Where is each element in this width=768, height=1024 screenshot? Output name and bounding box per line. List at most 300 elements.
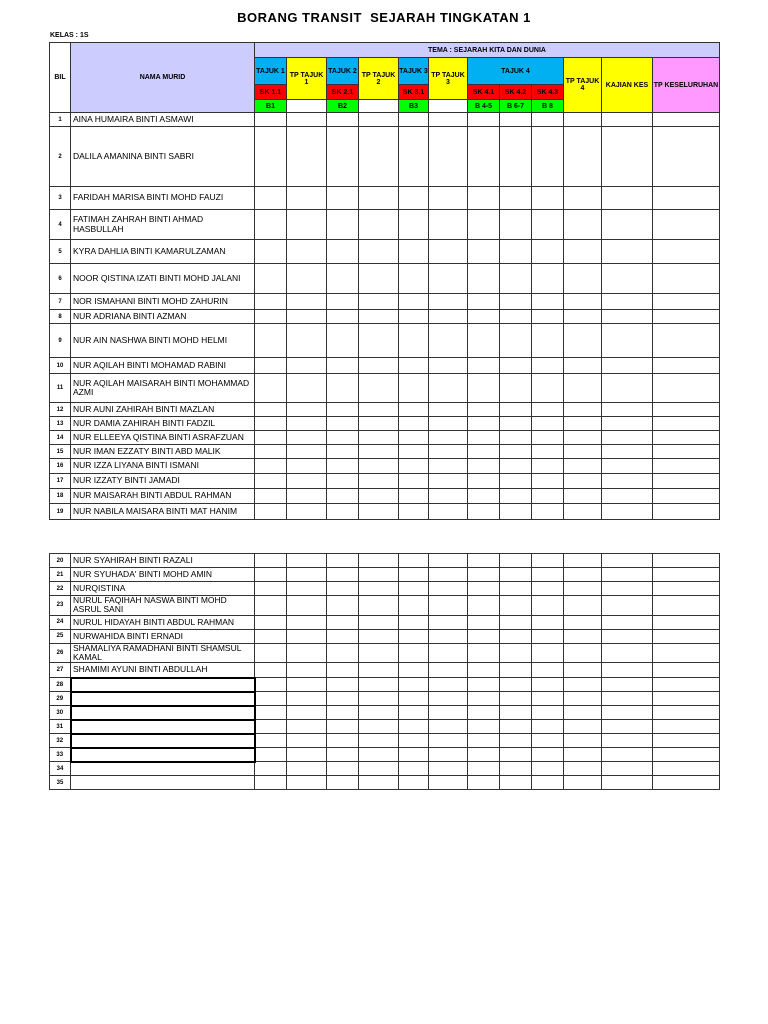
score-cell[interactable] <box>532 489 564 504</box>
score-cell[interactable] <box>468 324 500 358</box>
score-cell[interactable] <box>429 431 468 445</box>
score-cell[interactable] <box>653 431 720 445</box>
score-cell[interactable] <box>653 113 720 127</box>
score-cell[interactable] <box>287 210 327 240</box>
score-cell[interactable] <box>602 629 653 643</box>
score-cell[interactable] <box>532 762 564 776</box>
score-cell[interactable] <box>327 734 359 748</box>
score-cell[interactable] <box>327 596 359 616</box>
score-cell[interactable] <box>399 431 429 445</box>
score-cell[interactable] <box>359 762 399 776</box>
score-cell[interactable] <box>399 582 429 596</box>
score-cell[interactable] <box>602 615 653 629</box>
score-cell[interactable] <box>564 663 602 678</box>
score-cell[interactable] <box>359 210 399 240</box>
score-cell[interactable] <box>255 264 287 294</box>
row-nama-murid[interactable] <box>71 748 255 762</box>
row-nama-murid[interactable] <box>71 720 255 734</box>
score-cell[interactable] <box>287 554 327 568</box>
score-cell[interactable] <box>500 554 532 568</box>
score-cell[interactable] <box>399 596 429 616</box>
score-cell[interactable] <box>564 324 602 358</box>
score-cell[interactable] <box>564 113 602 127</box>
row-nama-murid[interactable]: NOOR QISTINA IZATI BINTI MOHD JALANI <box>71 264 255 294</box>
score-cell[interactable] <box>327 762 359 776</box>
score-cell[interactable] <box>564 643 602 663</box>
score-cell[interactable] <box>359 643 399 663</box>
score-cell[interactable] <box>564 582 602 596</box>
score-cell[interactable] <box>602 582 653 596</box>
score-cell[interactable] <box>287 187 327 210</box>
score-cell[interactable] <box>602 568 653 582</box>
score-cell[interactable] <box>468 615 500 629</box>
score-cell[interactable] <box>500 445 532 459</box>
score-cell[interactable] <box>429 596 468 616</box>
score-cell[interactable] <box>359 417 399 431</box>
score-cell[interactable] <box>602 663 653 678</box>
score-cell[interactable] <box>287 127 327 187</box>
score-cell[interactable] <box>564 776 602 790</box>
score-cell[interactable] <box>429 643 468 663</box>
score-cell[interactable] <box>359 431 399 445</box>
score-cell[interactable] <box>653 706 720 720</box>
score-cell[interactable] <box>327 240 359 264</box>
score-cell[interactable] <box>602 127 653 187</box>
score-cell[interactable] <box>500 113 532 127</box>
score-cell[interactable] <box>255 678 287 692</box>
score-cell[interactable] <box>532 474 564 489</box>
score-cell[interactable] <box>359 504 399 520</box>
row-nama-murid[interactable] <box>71 706 255 720</box>
score-cell[interactable] <box>532 615 564 629</box>
score-cell[interactable] <box>429 720 468 734</box>
score-cell[interactable] <box>359 374 399 403</box>
score-cell[interactable] <box>564 294 602 310</box>
score-cell[interactable] <box>399 417 429 431</box>
score-cell[interactable] <box>359 568 399 582</box>
row-nama-murid[interactable] <box>71 692 255 706</box>
score-cell[interactable] <box>468 374 500 403</box>
score-cell[interactable] <box>287 374 327 403</box>
score-cell[interactable] <box>287 734 327 748</box>
score-cell[interactable] <box>653 459 720 474</box>
score-cell[interactable] <box>564 240 602 264</box>
score-cell[interactable] <box>532 706 564 720</box>
score-cell[interactable] <box>468 403 500 417</box>
score-cell[interactable] <box>564 554 602 568</box>
score-cell[interactable] <box>602 734 653 748</box>
score-cell[interactable] <box>359 240 399 264</box>
score-cell[interactable] <box>327 187 359 210</box>
score-cell[interactable] <box>602 474 653 489</box>
score-cell[interactable] <box>429 310 468 324</box>
score-cell[interactable] <box>287 294 327 310</box>
score-cell[interactable] <box>564 678 602 692</box>
score-cell[interactable] <box>564 615 602 629</box>
score-cell[interactable] <box>327 324 359 358</box>
score-cell[interactable] <box>327 776 359 790</box>
score-cell[interactable] <box>602 417 653 431</box>
score-cell[interactable] <box>429 403 468 417</box>
score-cell[interactable] <box>468 582 500 596</box>
score-cell[interactable] <box>327 445 359 459</box>
score-cell[interactable] <box>399 678 429 692</box>
score-cell[interactable] <box>653 720 720 734</box>
score-cell[interactable] <box>468 776 500 790</box>
score-cell[interactable] <box>429 324 468 358</box>
score-cell[interactable] <box>564 127 602 187</box>
score-cell[interactable] <box>359 720 399 734</box>
score-cell[interactable] <box>468 504 500 520</box>
score-cell[interactable] <box>653 403 720 417</box>
score-cell[interactable] <box>429 554 468 568</box>
score-cell[interactable] <box>287 417 327 431</box>
score-cell[interactable] <box>602 374 653 403</box>
score-cell[interactable] <box>564 445 602 459</box>
score-cell[interactable] <box>359 582 399 596</box>
score-cell[interactable] <box>429 127 468 187</box>
score-cell[interactable] <box>468 720 500 734</box>
score-cell[interactable] <box>327 489 359 504</box>
score-cell[interactable] <box>468 568 500 582</box>
score-cell[interactable] <box>602 762 653 776</box>
score-cell[interactable] <box>532 403 564 417</box>
score-cell[interactable] <box>255 596 287 616</box>
score-cell[interactable] <box>287 663 327 678</box>
score-cell[interactable] <box>602 294 653 310</box>
score-cell[interactable] <box>327 678 359 692</box>
score-cell[interactable] <box>653 294 720 310</box>
row-nama-murid[interactable]: NURQISTINA <box>71 582 255 596</box>
score-cell[interactable] <box>532 629 564 643</box>
score-cell[interactable] <box>399 643 429 663</box>
score-cell[interactable] <box>287 403 327 417</box>
score-cell[interactable] <box>653 596 720 616</box>
row-nama-murid[interactable]: NUR ADRIANA BINTI AZMAN <box>71 310 255 324</box>
score-cell[interactable] <box>287 504 327 520</box>
score-cell[interactable] <box>399 358 429 374</box>
score-cell[interactable] <box>532 294 564 310</box>
row-nama-murid[interactable]: NURUL HIDAYAH BINTI ABDUL RAHMAN <box>71 615 255 629</box>
score-cell[interactable] <box>399 474 429 489</box>
score-cell[interactable] <box>429 692 468 706</box>
score-cell[interactable] <box>255 310 287 324</box>
score-cell[interactable] <box>287 240 327 264</box>
score-cell[interactable] <box>500 358 532 374</box>
score-cell[interactable] <box>429 358 468 374</box>
score-cell[interactable] <box>359 706 399 720</box>
score-cell[interactable] <box>255 762 287 776</box>
score-cell[interactable] <box>327 431 359 445</box>
score-cell[interactable] <box>327 615 359 629</box>
score-cell[interactable] <box>653 445 720 459</box>
row-nama-murid[interactable]: NUR SYAHIRAH BINTI RAZALI <box>71 554 255 568</box>
score-cell[interactable] <box>500 762 532 776</box>
score-cell[interactable] <box>564 629 602 643</box>
score-cell[interactable] <box>564 431 602 445</box>
score-cell[interactable] <box>429 582 468 596</box>
score-cell[interactable] <box>255 358 287 374</box>
score-cell[interactable] <box>429 113 468 127</box>
score-cell[interactable] <box>602 489 653 504</box>
score-cell[interactable] <box>359 629 399 643</box>
score-cell[interactable] <box>468 678 500 692</box>
score-cell[interactable] <box>653 734 720 748</box>
score-cell[interactable] <box>399 294 429 310</box>
score-cell[interactable] <box>468 489 500 504</box>
score-cell[interactable] <box>564 417 602 431</box>
row-nama-murid[interactable]: NURUL FAQIHAH NASWA BINTI MOHD ASRUL SANI <box>71 596 255 616</box>
score-cell[interactable] <box>602 310 653 324</box>
score-cell[interactable] <box>602 358 653 374</box>
score-cell[interactable] <box>327 554 359 568</box>
score-cell[interactable] <box>602 596 653 616</box>
score-cell[interactable] <box>429 240 468 264</box>
score-cell[interactable] <box>359 489 399 504</box>
row-nama-murid[interactable]: NUR SYUHADA' BINTI MOHD AMIN <box>71 568 255 582</box>
score-cell[interactable] <box>399 629 429 643</box>
score-cell[interactable] <box>359 294 399 310</box>
score-cell[interactable] <box>359 324 399 358</box>
score-cell[interactable] <box>653 568 720 582</box>
score-cell[interactable] <box>500 776 532 790</box>
row-nama-murid[interactable]: NUR DAMIA ZAHIRAH BINTI FADZIL <box>71 417 255 431</box>
score-cell[interactable] <box>653 692 720 706</box>
score-cell[interactable] <box>399 489 429 504</box>
score-cell[interactable] <box>653 474 720 489</box>
score-cell[interactable] <box>359 776 399 790</box>
score-cell[interactable] <box>429 629 468 643</box>
score-cell[interactable] <box>532 582 564 596</box>
score-cell[interactable] <box>564 358 602 374</box>
score-cell[interactable] <box>399 113 429 127</box>
score-cell[interactable] <box>500 615 532 629</box>
score-cell[interactable] <box>287 324 327 358</box>
score-cell[interactable] <box>653 358 720 374</box>
score-cell[interactable] <box>532 264 564 294</box>
score-cell[interactable] <box>653 240 720 264</box>
score-cell[interactable] <box>500 474 532 489</box>
score-cell[interactable] <box>602 776 653 790</box>
score-cell[interactable] <box>653 776 720 790</box>
score-cell[interactable] <box>429 678 468 692</box>
score-cell[interactable] <box>287 706 327 720</box>
score-cell[interactable] <box>500 629 532 643</box>
score-cell[interactable] <box>602 264 653 294</box>
score-cell[interactable] <box>255 748 287 762</box>
score-cell[interactable] <box>359 678 399 692</box>
score-cell[interactable] <box>602 692 653 706</box>
row-nama-murid[interactable]: NOR ISMAHANI BINTI MOHD ZAHURIN <box>71 294 255 310</box>
score-cell[interactable] <box>255 431 287 445</box>
score-cell[interactable] <box>500 127 532 187</box>
score-cell[interactable] <box>532 568 564 582</box>
score-cell[interactable] <box>399 127 429 187</box>
score-cell[interactable] <box>429 762 468 776</box>
score-cell[interactable] <box>399 240 429 264</box>
score-cell[interactable] <box>532 734 564 748</box>
score-cell[interactable] <box>327 663 359 678</box>
score-cell[interactable] <box>287 445 327 459</box>
score-cell[interactable] <box>468 294 500 310</box>
score-cell[interactable] <box>500 210 532 240</box>
score-cell[interactable] <box>532 374 564 403</box>
score-cell[interactable] <box>287 692 327 706</box>
row-nama-murid[interactable]: NURWAHIDA BINTI ERNADI <box>71 629 255 643</box>
score-cell[interactable] <box>653 210 720 240</box>
score-cell[interactable] <box>468 445 500 459</box>
score-cell[interactable] <box>532 187 564 210</box>
score-cell[interactable] <box>287 568 327 582</box>
score-cell[interactable] <box>429 187 468 210</box>
score-cell[interactable] <box>468 734 500 748</box>
score-cell[interactable] <box>287 582 327 596</box>
score-cell[interactable] <box>359 615 399 629</box>
score-cell[interactable] <box>255 720 287 734</box>
score-cell[interactable] <box>287 474 327 489</box>
score-cell[interactable] <box>359 734 399 748</box>
score-cell[interactable] <box>359 264 399 294</box>
score-cell[interactable] <box>255 692 287 706</box>
score-cell[interactable] <box>255 294 287 310</box>
score-cell[interactable] <box>532 417 564 431</box>
score-cell[interactable] <box>255 324 287 358</box>
score-cell[interactable] <box>287 358 327 374</box>
score-cell[interactable] <box>255 417 287 431</box>
score-cell[interactable] <box>564 264 602 294</box>
score-cell[interactable] <box>255 643 287 663</box>
score-cell[interactable] <box>532 643 564 663</box>
score-cell[interactable] <box>468 264 500 294</box>
score-cell[interactable] <box>399 210 429 240</box>
score-cell[interactable] <box>653 504 720 520</box>
score-cell[interactable] <box>532 504 564 520</box>
score-cell[interactable] <box>602 431 653 445</box>
row-nama-murid[interactable] <box>71 762 255 776</box>
score-cell[interactable] <box>653 187 720 210</box>
score-cell[interactable] <box>532 720 564 734</box>
row-nama-murid[interactable] <box>71 734 255 748</box>
score-cell[interactable] <box>429 445 468 459</box>
score-cell[interactable] <box>468 210 500 240</box>
score-cell[interactable] <box>287 113 327 127</box>
score-cell[interactable] <box>564 210 602 240</box>
score-cell[interactable] <box>500 643 532 663</box>
score-cell[interactable] <box>327 748 359 762</box>
score-cell[interactable] <box>602 554 653 568</box>
score-cell[interactable] <box>429 474 468 489</box>
score-cell[interactable] <box>500 417 532 431</box>
row-nama-murid[interactable]: NUR AQILAH BINTI MOHAMAD RABINI <box>71 358 255 374</box>
score-cell[interactable] <box>564 374 602 403</box>
score-cell[interactable] <box>429 568 468 582</box>
score-cell[interactable] <box>500 720 532 734</box>
score-cell[interactable] <box>468 187 500 210</box>
score-cell[interactable] <box>602 445 653 459</box>
score-cell[interactable] <box>653 324 720 358</box>
score-cell[interactable] <box>468 417 500 431</box>
score-cell[interactable] <box>327 417 359 431</box>
score-cell[interactable] <box>429 706 468 720</box>
score-cell[interactable] <box>532 431 564 445</box>
score-cell[interactable] <box>255 582 287 596</box>
score-cell[interactable] <box>500 264 532 294</box>
score-cell[interactable] <box>653 582 720 596</box>
score-cell[interactable] <box>468 358 500 374</box>
row-nama-murid[interactable]: NUR IMAN EZZATY BINTI ABD MALIK <box>71 445 255 459</box>
score-cell[interactable] <box>532 554 564 568</box>
score-cell[interactable] <box>500 748 532 762</box>
score-cell[interactable] <box>399 776 429 790</box>
score-cell[interactable] <box>327 459 359 474</box>
score-cell[interactable] <box>327 294 359 310</box>
score-cell[interactable] <box>602 210 653 240</box>
score-cell[interactable] <box>429 615 468 629</box>
score-cell[interactable] <box>564 706 602 720</box>
score-cell[interactable] <box>287 264 327 294</box>
score-cell[interactable] <box>327 210 359 240</box>
score-cell[interactable] <box>532 240 564 264</box>
score-cell[interactable] <box>500 663 532 678</box>
score-cell[interactable] <box>653 127 720 187</box>
score-cell[interactable] <box>429 264 468 294</box>
score-cell[interactable] <box>532 692 564 706</box>
score-cell[interactable] <box>429 417 468 431</box>
row-nama-murid[interactable]: NUR IZZA LIYANA BINTI ISMANI <box>71 459 255 474</box>
score-cell[interactable] <box>255 403 287 417</box>
score-cell[interactable] <box>255 734 287 748</box>
score-cell[interactable] <box>327 643 359 663</box>
row-nama-murid[interactable]: FARIDAH MARISA BINTI MOHD FAUZI <box>71 187 255 210</box>
row-nama-murid[interactable]: NUR MAISARAH BINTI ABDUL RAHMAN <box>71 489 255 504</box>
score-cell[interactable] <box>602 720 653 734</box>
score-cell[interactable] <box>255 474 287 489</box>
score-cell[interactable] <box>653 417 720 431</box>
score-cell[interactable] <box>359 310 399 324</box>
score-cell[interactable] <box>468 706 500 720</box>
score-cell[interactable] <box>255 615 287 629</box>
score-cell[interactable] <box>327 358 359 374</box>
score-cell[interactable] <box>255 629 287 643</box>
score-cell[interactable] <box>255 504 287 520</box>
score-cell[interactable] <box>399 568 429 582</box>
score-cell[interactable] <box>255 374 287 403</box>
score-cell[interactable] <box>500 678 532 692</box>
score-cell[interactable] <box>500 596 532 616</box>
score-cell[interactable] <box>500 692 532 706</box>
score-cell[interactable] <box>602 706 653 720</box>
row-nama-murid[interactable]: NUR ELLEEYA QISTINA BINTI ASRAFZUAN <box>71 431 255 445</box>
score-cell[interactable] <box>399 762 429 776</box>
score-cell[interactable] <box>399 324 429 358</box>
score-cell[interactable] <box>653 748 720 762</box>
score-cell[interactable] <box>653 310 720 324</box>
score-cell[interactable] <box>564 474 602 489</box>
score-cell[interactable] <box>399 692 429 706</box>
row-nama-murid[interactable] <box>71 776 255 790</box>
score-cell[interactable] <box>255 663 287 678</box>
score-cell[interactable] <box>500 431 532 445</box>
score-cell[interactable] <box>500 403 532 417</box>
score-cell[interactable] <box>399 720 429 734</box>
score-cell[interactable] <box>429 663 468 678</box>
score-cell[interactable] <box>255 240 287 264</box>
score-cell[interactable] <box>359 474 399 489</box>
score-cell[interactable] <box>327 474 359 489</box>
score-cell[interactable] <box>399 554 429 568</box>
score-cell[interactable] <box>468 762 500 776</box>
score-cell[interactable] <box>532 324 564 358</box>
